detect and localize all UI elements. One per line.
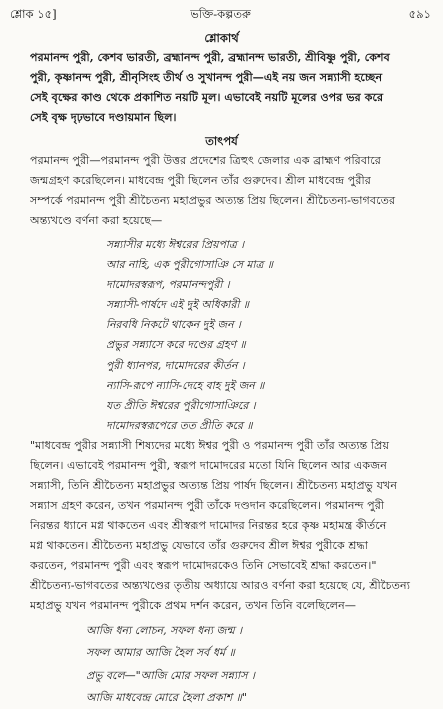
- purport-line: সন্ন্যাস গ্রহণ করেন, তখন পরমানন্দ পুরী তাঁকে দণ্ডদান করেছিলেন। পরমানন্দ পুরী: [30, 499, 385, 512]
- purport-line: মহাপ্রভু যখন পরমানন্দ পুরীকে প্রথম দর্শন করেন, তখন তিনি বলেছিলেন—: [30, 599, 356, 612]
- purport-paragraph: [30, 436, 427, 616]
- verse-line: যত প্রীতি ঈশ্বরের পুরীগোসাঞিরে ।: [106, 398, 256, 412]
- translation-line: সেই বৃক্ষ দৃঢ়ভাবে দণ্ডায়মান ছিল।: [30, 110, 177, 124]
- purport-line: নিরন্তর ধ্যানে মগ্ন থাকতেন এবং শ্রীস্বরূপ দামোদর নিরন্তর হরে কৃষ্ণ মহামন্ত্র কীর্তনে: [30, 519, 387, 532]
- page-number: ৫৯১: [408, 7, 431, 21]
- translation-text: [30, 47, 427, 127]
- purport-line: "মাধবেন্দ্র পুরীর সন্ন্যাসী শিষ্যদের মধ্যে ঈশ্বর পুরী ও পরমানন্দ পুরী তাঁর অত্যন্ত প্রিয়: [30, 439, 390, 452]
- verse-line: সন্ন্যাসী-পার্ষদে এই দুই অধিকারী ॥: [106, 298, 250, 312]
- purport-line: করতেন, পরমানন্দ পুরী এবং স্বরূপ দামোদরকেও তিনি সেভাবেই শ্রদ্ধা করতেন।": [30, 559, 377, 572]
- purport-intro: [30, 151, 427, 231]
- chapter-title: ভক্তি-কল্পতরু: [190, 7, 251, 21]
- purport-line: ছিলেন। এভাবেই পরমানন্দ পুরী, স্বরূপ দামোদরের মতো যিনি ছিলেন আর একজন: [30, 459, 387, 472]
- translation-line: সেই বৃক্ষের কাণ্ড থেকে প্রকাশিত নয়টি মূল। এভাবেই নয়টি মূলের ওপর ভর করে: [30, 90, 384, 104]
- purport-line: অন্ত্যখণ্ডে বর্ণনা করা হয়েছে—: [30, 214, 163, 227]
- verse-line: সফল আমার আজি হৈল সর্ব ধর্ম ॥: [86, 646, 235, 660]
- verse-line: সন্ন্যাসীর মধ্যে ঈশ্বরের প্রিয়পাত্র ।: [106, 238, 245, 251]
- verse-line: দামোদরস্বরূপেরে তত প্রীতি করে ॥: [106, 418, 253, 432]
- verse-reference: শ্লোক ১৫]: [10, 7, 57, 21]
- verse-line: পুরী ধ্যানপর, দামোদরের কীর্তন ।: [106, 358, 245, 372]
- verse-line: আজি মাধবেন্দ্র মোরে হৈলা প্রকাশ ॥": [86, 690, 247, 704]
- quoted-verse: [106, 235, 427, 436]
- translation-heading: শ্লোকার্থ: [204, 31, 239, 45]
- purport-line: সন্ন্যাসী, তিনি শ্রীচৈতন্য মহাপ্রভুর অত্যন্ত প্রিয় পার্ষদ ছিলেন। শ্রীচৈতন্য মহাপ্রভু যখন: [30, 479, 398, 492]
- verse-line: দামোদরস্বরূপ, পরমানন্দপুরী ।: [106, 278, 230, 292]
- verse-line: আজি ধন্য লোচন, সফল ধন্য জন্ম ।: [86, 624, 243, 637]
- verse-line: প্রভু বলে—"আজি মোর সফল সন্ন্যাস ।: [86, 668, 255, 682]
- purport-heading: তাৎপর্য: [205, 134, 238, 148]
- purport-line: সম্পর্কে পরমানন্দ পুরী শ্রীচৈতন্য মহাপ্রভুর অত্যন্ত প্রিয় ছিলেন। শ্রীচৈতন্য-ভাগবতের: [30, 194, 396, 207]
- closing-verse: [86, 620, 427, 709]
- translation-line: পুরী, কৃষ্ণানন্দ পুরী, শ্রীনৃসিংহ তীর্থ ও সুখানন্দ পুরী—এই নয় জন সন্ন্যাসী হচ্ছেন: [30, 70, 383, 84]
- verse-line: ন্যাসি-রূপে ন্যাসি-দেহে বাহ দুই জন ॥: [106, 378, 265, 392]
- page-header: [10, 6, 431, 24]
- purport-line: শ্রীচৈতন্য-ভাগবতের অন্ত্যখণ্ডের তৃতীয় অধ্যায়ে আরও বর্ণনা করা হয়েছে যে, শ্রীচৈতন্য: [30, 579, 410, 592]
- purport-line: মগ্ন থাকতেন। শ্রীচৈতন্য মহাপ্রভু যেভাবে তাঁর গুরুদেব শ্রীল ঈশ্বর পুরীকে শ্রদ্ধা: [30, 539, 368, 552]
- purport-line: পরমানন্দ পুরী—পরমানন্দ পুরী উত্তর প্রদেশের ত্রিহুৎ জেলার এক ব্রাহ্মণ পরিবারে: [30, 154, 381, 167]
- purport-line: জন্মগ্রহণ করেছিলেন। মাধবেন্দ্র পুরী ছিলেন তাঁর গুরুদেব। শ্রীল মাধবেন্দ্র পুরীর: [30, 174, 371, 187]
- translation-line: পরমানন্দ পুরী, কেশব ভারতী, ব্রহ্মানন্দ পুরী, ব্রহ্মানন্দ ভারতী, শ্রীবিষ্ণু পুরী, কেশব: [30, 50, 390, 64]
- verse-line: নিরবধি নিকটে থাকেন দুই জন ।: [106, 318, 241, 332]
- verse-line: প্রভুর সন্ন্যাসে করে দণ্ডের গ্রহণ ॥: [106, 338, 246, 352]
- verse-line: আর নাহি, এক পুরীগোসাঞি সে মাত্র ॥: [106, 258, 273, 272]
